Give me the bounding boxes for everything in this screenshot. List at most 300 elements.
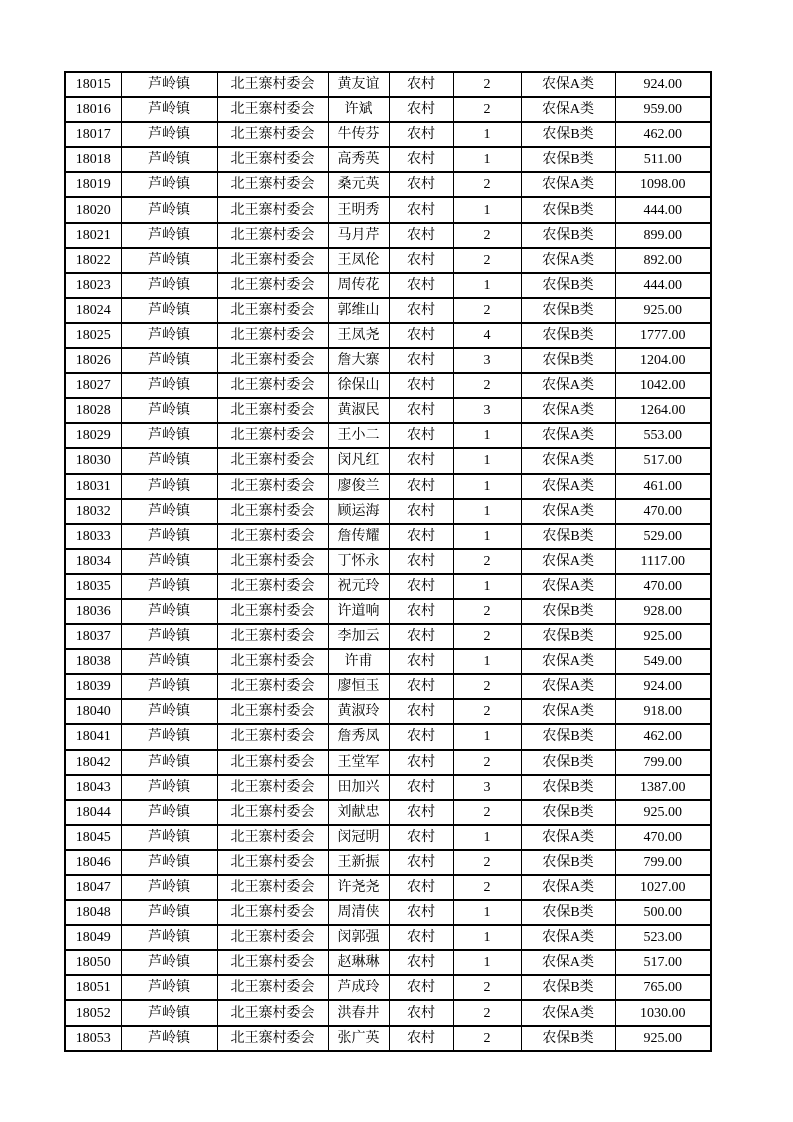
- cell-village-committee: 北王寨村委会: [217, 1026, 328, 1051]
- cell-insurance-category: 农保B类: [521, 223, 615, 248]
- cell-insurance-category: 农保A类: [521, 97, 615, 122]
- cell-residence-type: 农村: [389, 97, 453, 122]
- cell-person-name: 牛传芬: [328, 122, 389, 147]
- cell-village-committee: 北王寨村委会: [217, 925, 328, 950]
- cell-person-count: 1: [453, 649, 521, 674]
- cell-amount: 517.00: [615, 448, 711, 473]
- cell-town: 芦岭镇: [121, 624, 217, 649]
- cell-amount: 444.00: [615, 273, 711, 298]
- table-row: [65, 599, 711, 624]
- cell-residence-type: 农村: [389, 1026, 453, 1051]
- cell-village-committee: 北王寨村委会: [217, 122, 328, 147]
- cell-village-committee: 北王寨村委会: [217, 950, 328, 975]
- cell-person-count: 1: [453, 724, 521, 749]
- cell-serial-no: 18038: [65, 649, 121, 674]
- cell-person-name: 周传花: [328, 273, 389, 298]
- cell-person-name: 詹大寨: [328, 348, 389, 373]
- cell-town: 芦岭镇: [121, 800, 217, 825]
- table-row: [65, 197, 711, 222]
- cell-person-count: 2: [453, 248, 521, 273]
- cell-insurance-category: 农保B类: [521, 197, 615, 222]
- cell-person-name: 许道响: [328, 599, 389, 624]
- cell-person-count: 1: [453, 448, 521, 473]
- cell-residence-type: 农村: [389, 649, 453, 674]
- table-row: [65, 147, 711, 172]
- cell-town: 芦岭镇: [121, 223, 217, 248]
- table-row: [65, 775, 711, 800]
- cell-town: 芦岭镇: [121, 875, 217, 900]
- cell-residence-type: 农村: [389, 448, 453, 473]
- cell-insurance-category: 农保B类: [521, 298, 615, 323]
- cell-serial-no: 18026: [65, 348, 121, 373]
- cell-person-name: 黄淑民: [328, 398, 389, 423]
- table-row: [65, 975, 711, 1000]
- cell-town: 芦岭镇: [121, 750, 217, 775]
- cell-serial-no: 18044: [65, 800, 121, 825]
- cell-person-count: 3: [453, 348, 521, 373]
- cell-residence-type: 农村: [389, 750, 453, 775]
- cell-residence-type: 农村: [389, 72, 453, 97]
- cell-insurance-category: 农保A类: [521, 649, 615, 674]
- cell-insurance-category: 农保B类: [521, 775, 615, 800]
- cell-amount: 892.00: [615, 248, 711, 273]
- cell-village-committee: 北王寨村委会: [217, 524, 328, 549]
- cell-person-name: 芦成玲: [328, 975, 389, 1000]
- cell-amount: 444.00: [615, 197, 711, 222]
- cell-serial-no: 18031: [65, 474, 121, 499]
- cell-residence-type: 农村: [389, 975, 453, 1000]
- cell-person-name: 闵郭强: [328, 925, 389, 950]
- cell-serial-no: 18053: [65, 1026, 121, 1051]
- cell-insurance-category: 农保B类: [521, 624, 615, 649]
- cell-residence-type: 农村: [389, 323, 453, 348]
- cell-person-name: 许尧尧: [328, 875, 389, 900]
- cell-insurance-category: 农保A类: [521, 474, 615, 499]
- cell-insurance-category: 农保B类: [521, 724, 615, 749]
- cell-insurance-category: 农保A类: [521, 1000, 615, 1025]
- cell-person-name: 周清侠: [328, 900, 389, 925]
- cell-person-name: 马月芹: [328, 223, 389, 248]
- cell-residence-type: 农村: [389, 223, 453, 248]
- cell-insurance-category: 农保B类: [521, 348, 615, 373]
- cell-person-name: 桑元英: [328, 172, 389, 197]
- cell-person-count: 1: [453, 825, 521, 850]
- cell-person-name: 王明秀: [328, 197, 389, 222]
- cell-serial-no: 18032: [65, 499, 121, 524]
- cell-village-committee: 北王寨村委会: [217, 273, 328, 298]
- cell-village-committee: 北王寨村委会: [217, 724, 328, 749]
- cell-village-committee: 北王寨村委会: [217, 800, 328, 825]
- cell-amount: 959.00: [615, 97, 711, 122]
- cell-insurance-category: 农保B类: [521, 122, 615, 147]
- cell-serial-no: 18015: [65, 72, 121, 97]
- cell-town: 芦岭镇: [121, 172, 217, 197]
- cell-insurance-category: 农保B类: [521, 147, 615, 172]
- cell-amount: 924.00: [615, 674, 711, 699]
- cell-amount: 529.00: [615, 524, 711, 549]
- cell-residence-type: 农村: [389, 950, 453, 975]
- table-row: [65, 97, 711, 122]
- cell-amount: 523.00: [615, 925, 711, 950]
- cell-town: 芦岭镇: [121, 674, 217, 699]
- cell-person-count: 3: [453, 775, 521, 800]
- cell-person-count: 2: [453, 975, 521, 1000]
- cell-town: 芦岭镇: [121, 1026, 217, 1051]
- cell-amount: 1027.00: [615, 875, 711, 900]
- cell-village-committee: 北王寨村委会: [217, 448, 328, 473]
- cell-amount: 925.00: [615, 800, 711, 825]
- cell-town: 芦岭镇: [121, 850, 217, 875]
- cell-person-name: 徐保山: [328, 373, 389, 398]
- cell-amount: 925.00: [615, 624, 711, 649]
- cell-person-name: 高秀英: [328, 147, 389, 172]
- table-row: [65, 825, 711, 850]
- cell-village-committee: 北王寨村委会: [217, 825, 328, 850]
- cell-serial-no: 18039: [65, 674, 121, 699]
- table-row: [65, 549, 711, 574]
- cell-residence-type: 农村: [389, 900, 453, 925]
- cell-person-name: 王小二: [328, 423, 389, 448]
- cell-village-committee: 北王寨村委会: [217, 975, 328, 1000]
- cell-serial-no: 18023: [65, 273, 121, 298]
- table-row: [65, 172, 711, 197]
- table-row: [65, 323, 711, 348]
- cell-person-name: 许斌: [328, 97, 389, 122]
- cell-person-name: 王堂军: [328, 750, 389, 775]
- cell-amount: 924.00: [615, 72, 711, 97]
- cell-amount: 553.00: [615, 423, 711, 448]
- cell-village-committee: 北王寨村委会: [217, 172, 328, 197]
- cell-residence-type: 农村: [389, 398, 453, 423]
- cell-person-count: 1: [453, 122, 521, 147]
- table-row: [65, 474, 711, 499]
- cell-town: 芦岭镇: [121, 273, 217, 298]
- cell-serial-no: 18020: [65, 197, 121, 222]
- cell-village-committee: 北王寨村委会: [217, 248, 328, 273]
- cell-serial-no: 18021: [65, 223, 121, 248]
- cell-residence-type: 农村: [389, 599, 453, 624]
- cell-town: 芦岭镇: [121, 900, 217, 925]
- cell-insurance-category: 农保B类: [521, 1026, 615, 1051]
- cell-residence-type: 农村: [389, 775, 453, 800]
- cell-person-count: 2: [453, 549, 521, 574]
- cell-amount: 799.00: [615, 750, 711, 775]
- table-row: [65, 248, 711, 273]
- cell-insurance-category: 农保B类: [521, 599, 615, 624]
- table-row: [65, 122, 711, 147]
- cell-serial-no: 18016: [65, 97, 121, 122]
- cell-town: 芦岭镇: [121, 574, 217, 599]
- cell-village-committee: 北王寨村委会: [217, 549, 328, 574]
- cell-town: 芦岭镇: [121, 348, 217, 373]
- table-row: [65, 273, 711, 298]
- cell-village-committee: 北王寨村委会: [217, 72, 328, 97]
- cell-residence-type: 农村: [389, 850, 453, 875]
- cell-town: 芦岭镇: [121, 499, 217, 524]
- table-row: [65, 448, 711, 473]
- cell-insurance-category: 农保A类: [521, 925, 615, 950]
- cell-amount: 1117.00: [615, 549, 711, 574]
- cell-town: 芦岭镇: [121, 448, 217, 473]
- cell-village-committee: 北王寨村委会: [217, 875, 328, 900]
- cell-person-name: 刘献忠: [328, 800, 389, 825]
- cell-serial-no: 18050: [65, 950, 121, 975]
- cell-serial-no: 18028: [65, 398, 121, 423]
- cell-serial-no: 18052: [65, 1000, 121, 1025]
- cell-person-count: 1: [453, 423, 521, 448]
- cell-amount: 899.00: [615, 223, 711, 248]
- cell-serial-no: 18036: [65, 599, 121, 624]
- cell-village-committee: 北王寨村委会: [217, 850, 328, 875]
- cell-person-name: 李加云: [328, 624, 389, 649]
- cell-town: 芦岭镇: [121, 248, 217, 273]
- cell-town: 芦岭镇: [121, 549, 217, 574]
- cell-person-name: 郭维山: [328, 298, 389, 323]
- cell-person-count: 2: [453, 97, 521, 122]
- cell-village-committee: 北王寨村委会: [217, 147, 328, 172]
- cell-serial-no: 18017: [65, 122, 121, 147]
- table-row: [65, 373, 711, 398]
- cell-village-committee: 北王寨村委会: [217, 624, 328, 649]
- table-row: [65, 800, 711, 825]
- cell-insurance-category: 农保B类: [521, 323, 615, 348]
- cell-person-name: 詹秀凤: [328, 724, 389, 749]
- cell-village-committee: 北王寨村委会: [217, 323, 328, 348]
- cell-amount: 1030.00: [615, 1000, 711, 1025]
- cell-amount: 928.00: [615, 599, 711, 624]
- cell-person-count: 2: [453, 373, 521, 398]
- cell-serial-no: 18018: [65, 147, 121, 172]
- cell-person-name: 张广英: [328, 1026, 389, 1051]
- cell-serial-no: 18035: [65, 574, 121, 599]
- cell-town: 芦岭镇: [121, 97, 217, 122]
- cell-serial-no: 18048: [65, 900, 121, 925]
- insurance-benefits-table: [64, 71, 712, 1052]
- cell-town: 芦岭镇: [121, 423, 217, 448]
- cell-residence-type: 农村: [389, 423, 453, 448]
- cell-town: 芦岭镇: [121, 398, 217, 423]
- cell-person-count: 1: [453, 273, 521, 298]
- cell-person-count: 2: [453, 1000, 521, 1025]
- cell-town: 芦岭镇: [121, 825, 217, 850]
- cell-person-name: 田加兴: [328, 775, 389, 800]
- cell-amount: 925.00: [615, 298, 711, 323]
- table-body: [65, 72, 711, 1051]
- cell-serial-no: 18025: [65, 323, 121, 348]
- table-row: [65, 724, 711, 749]
- table-row: [65, 223, 711, 248]
- table-row: [65, 750, 711, 775]
- cell-person-name: 黄淑玲: [328, 699, 389, 724]
- cell-insurance-category: 农保A类: [521, 549, 615, 574]
- cell-residence-type: 农村: [389, 197, 453, 222]
- cell-insurance-category: 农保A类: [521, 825, 615, 850]
- cell-insurance-category: 农保A类: [521, 172, 615, 197]
- table-row: [65, 875, 711, 900]
- cell-village-committee: 北王寨村委会: [217, 197, 328, 222]
- cell-person-name: 丁怀永: [328, 549, 389, 574]
- cell-amount: 517.00: [615, 950, 711, 975]
- cell-person-name: 洪春井: [328, 1000, 389, 1025]
- cell-town: 芦岭镇: [121, 724, 217, 749]
- cell-insurance-category: 农保B类: [521, 900, 615, 925]
- cell-insurance-category: 农保A类: [521, 499, 615, 524]
- cell-person-name: 詹传耀: [328, 524, 389, 549]
- cell-person-name: 祝元玲: [328, 574, 389, 599]
- table-row: [65, 850, 711, 875]
- cell-serial-no: 18049: [65, 925, 121, 950]
- cell-insurance-category: 农保A类: [521, 699, 615, 724]
- cell-amount: 1777.00: [615, 323, 711, 348]
- cell-village-committee: 北王寨村委会: [217, 499, 328, 524]
- cell-person-name: 赵琳琳: [328, 950, 389, 975]
- cell-insurance-category: 农保A类: [521, 248, 615, 273]
- cell-village-committee: 北王寨村委会: [217, 699, 328, 724]
- cell-amount: 765.00: [615, 975, 711, 1000]
- cell-residence-type: 农村: [389, 724, 453, 749]
- cell-serial-no: 18043: [65, 775, 121, 800]
- cell-town: 芦岭镇: [121, 599, 217, 624]
- cell-town: 芦岭镇: [121, 197, 217, 222]
- cell-insurance-category: 农保A类: [521, 398, 615, 423]
- cell-person-count: 2: [453, 172, 521, 197]
- cell-amount: 500.00: [615, 900, 711, 925]
- cell-person-count: 2: [453, 800, 521, 825]
- cell-amount: 470.00: [615, 574, 711, 599]
- cell-residence-type: 农村: [389, 499, 453, 524]
- cell-person-name: 闵冠明: [328, 825, 389, 850]
- cell-amount: 1098.00: [615, 172, 711, 197]
- table-row: [65, 72, 711, 97]
- cell-serial-no: 18037: [65, 624, 121, 649]
- cell-person-name: 闵凡红: [328, 448, 389, 473]
- cell-village-committee: 北王寨村委会: [217, 474, 328, 499]
- table-row: [65, 298, 711, 323]
- cell-amount: 925.00: [615, 1026, 711, 1051]
- cell-residence-type: 农村: [389, 122, 453, 147]
- cell-amount: 470.00: [615, 825, 711, 850]
- cell-amount: 918.00: [615, 699, 711, 724]
- cell-serial-no: 18041: [65, 724, 121, 749]
- table-row: [65, 1026, 711, 1051]
- cell-amount: 549.00: [615, 649, 711, 674]
- cell-amount: 1387.00: [615, 775, 711, 800]
- cell-residence-type: 农村: [389, 574, 453, 599]
- cell-person-count: 2: [453, 674, 521, 699]
- cell-village-committee: 北王寨村委会: [217, 398, 328, 423]
- cell-residence-type: 农村: [389, 474, 453, 499]
- cell-amount: 1204.00: [615, 348, 711, 373]
- cell-village-committee: 北王寨村委会: [217, 599, 328, 624]
- cell-village-committee: 北王寨村委会: [217, 574, 328, 599]
- cell-residence-type: 农村: [389, 524, 453, 549]
- table-row: [65, 674, 711, 699]
- cell-person-count: 4: [453, 323, 521, 348]
- cell-serial-no: 18019: [65, 172, 121, 197]
- cell-serial-no: 18030: [65, 448, 121, 473]
- cell-amount: 799.00: [615, 850, 711, 875]
- cell-serial-no: 18022: [65, 248, 121, 273]
- cell-village-committee: 北王寨村委会: [217, 750, 328, 775]
- cell-insurance-category: 农保B类: [521, 975, 615, 1000]
- table-row: [65, 499, 711, 524]
- cell-village-committee: 北王寨村委会: [217, 649, 328, 674]
- cell-insurance-category: 农保A类: [521, 875, 615, 900]
- cell-village-committee: 北王寨村委会: [217, 775, 328, 800]
- cell-village-committee: 北王寨村委会: [217, 423, 328, 448]
- cell-village-committee: 北王寨村委会: [217, 298, 328, 323]
- table-row: [65, 398, 711, 423]
- cell-town: 芦岭镇: [121, 72, 217, 97]
- cell-residence-type: 农村: [389, 248, 453, 273]
- cell-person-count: 1: [453, 499, 521, 524]
- cell-insurance-category: 农保B类: [521, 850, 615, 875]
- cell-village-committee: 北王寨村委会: [217, 900, 328, 925]
- cell-person-count: 1: [453, 950, 521, 975]
- cell-town: 芦岭镇: [121, 975, 217, 1000]
- cell-amount: 461.00: [615, 474, 711, 499]
- cell-town: 芦岭镇: [121, 323, 217, 348]
- cell-residence-type: 农村: [389, 875, 453, 900]
- cell-village-committee: 北王寨村委会: [217, 348, 328, 373]
- table-row: [65, 524, 711, 549]
- cell-residence-type: 农村: [389, 800, 453, 825]
- cell-amount: 511.00: [615, 147, 711, 172]
- cell-town: 芦岭镇: [121, 1000, 217, 1025]
- table-row: [65, 1000, 711, 1025]
- cell-town: 芦岭镇: [121, 474, 217, 499]
- cell-serial-no: 18024: [65, 298, 121, 323]
- cell-serial-no: 18034: [65, 549, 121, 574]
- table-row: [65, 925, 711, 950]
- cell-insurance-category: 农保A类: [521, 448, 615, 473]
- cell-person-count: 2: [453, 298, 521, 323]
- cell-person-count: 2: [453, 1026, 521, 1051]
- table-row: [65, 699, 711, 724]
- cell-residence-type: 农村: [389, 825, 453, 850]
- cell-residence-type: 农村: [389, 373, 453, 398]
- cell-person-count: 2: [453, 72, 521, 97]
- cell-amount: 462.00: [615, 724, 711, 749]
- cell-town: 芦岭镇: [121, 147, 217, 172]
- cell-amount: 1042.00: [615, 373, 711, 398]
- cell-person-count: 1: [453, 925, 521, 950]
- cell-serial-no: 18027: [65, 373, 121, 398]
- cell-amount: 1264.00: [615, 398, 711, 423]
- cell-insurance-category: 农保B类: [521, 750, 615, 775]
- cell-residence-type: 农村: [389, 549, 453, 574]
- cell-town: 芦岭镇: [121, 373, 217, 398]
- cell-village-committee: 北王寨村委会: [217, 97, 328, 122]
- cell-residence-type: 农村: [389, 172, 453, 197]
- cell-person-count: 1: [453, 574, 521, 599]
- cell-residence-type: 农村: [389, 348, 453, 373]
- table-row: [65, 950, 711, 975]
- cell-serial-no: 18033: [65, 524, 121, 549]
- cell-insurance-category: 农保A类: [521, 574, 615, 599]
- cell-town: 芦岭镇: [121, 699, 217, 724]
- cell-person-count: 2: [453, 750, 521, 775]
- cell-village-committee: 北王寨村委会: [217, 1000, 328, 1025]
- cell-amount: 470.00: [615, 499, 711, 524]
- cell-person-count: 2: [453, 850, 521, 875]
- cell-person-count: 1: [453, 197, 521, 222]
- cell-person-count: 1: [453, 474, 521, 499]
- cell-person-count: 2: [453, 223, 521, 248]
- cell-insurance-category: 农保A类: [521, 423, 615, 448]
- cell-village-committee: 北王寨村委会: [217, 223, 328, 248]
- table-row: [65, 423, 711, 448]
